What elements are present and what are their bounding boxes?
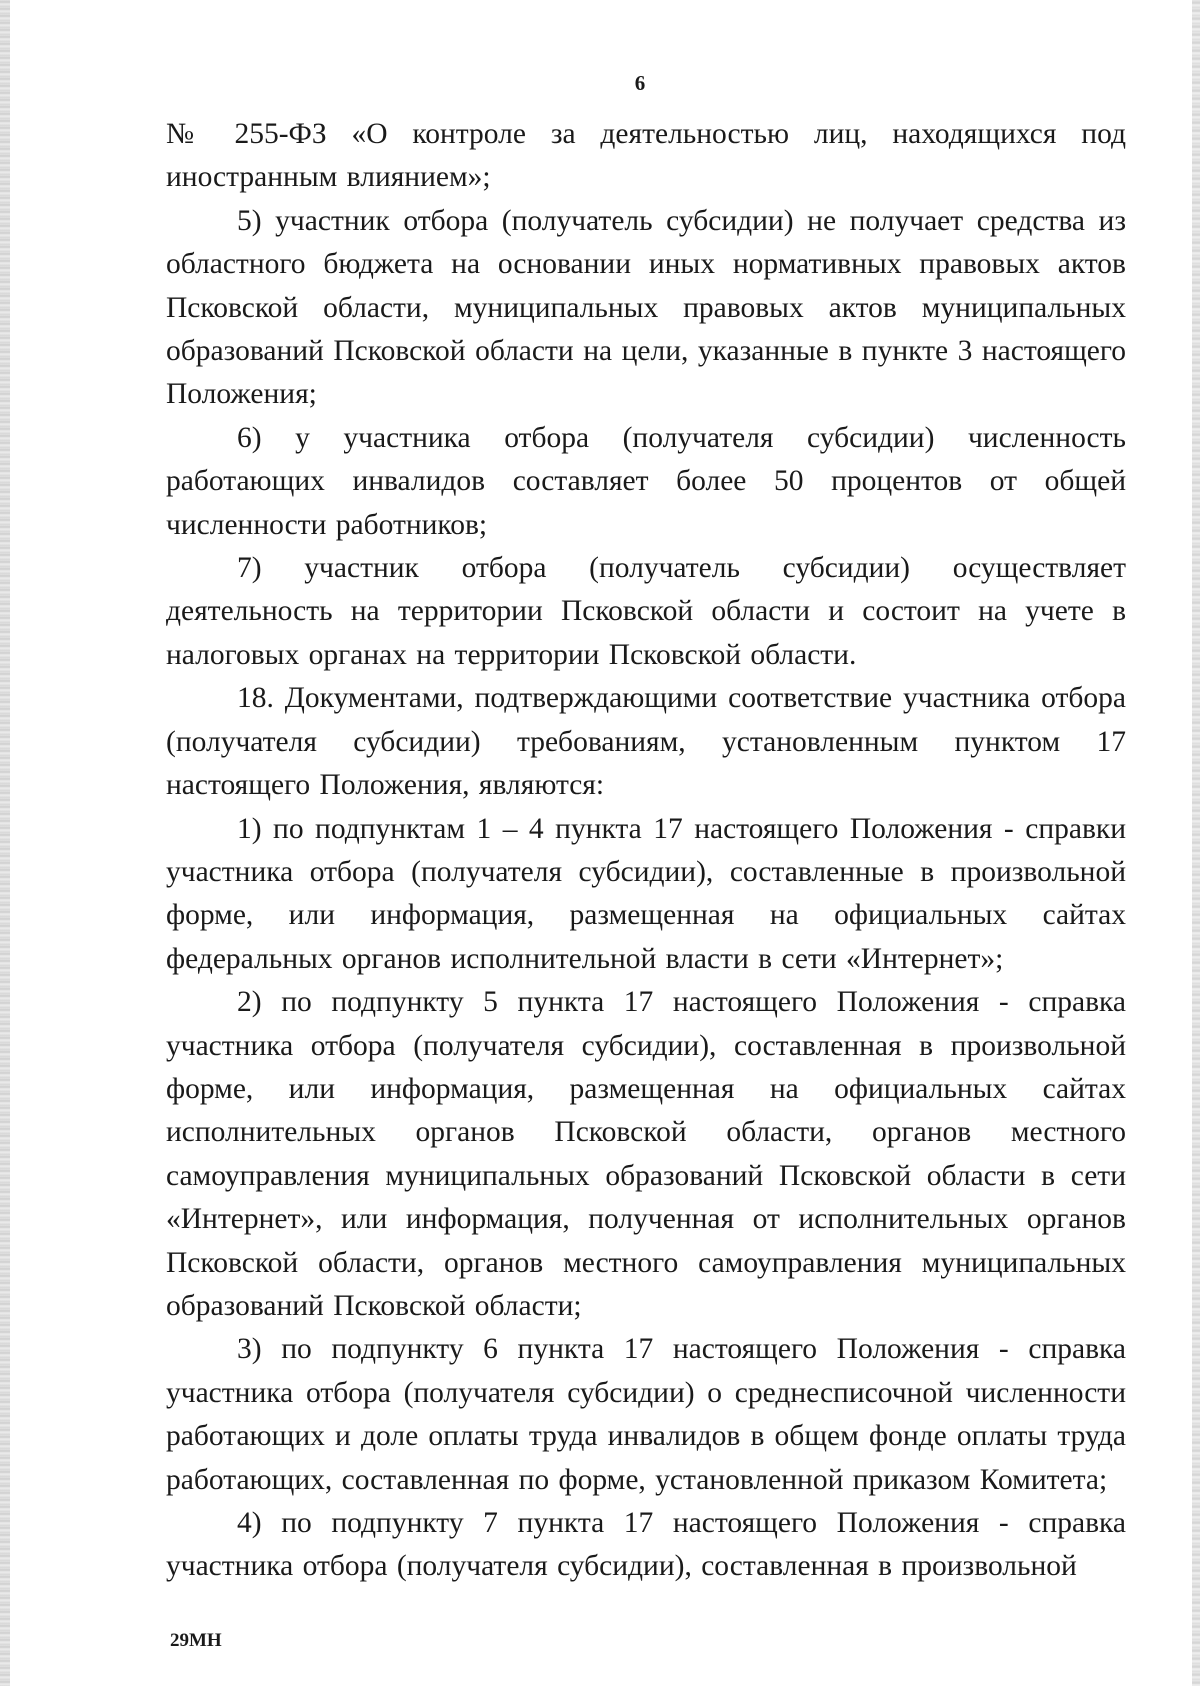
footer-document-code: 29МН — [170, 1630, 222, 1651]
paragraph-item-6: 6) у участника отбора (получателя субсидии) численность работающих инвалидов составляет более 50 процентов от общей численности работников; — [166, 421, 1126, 541]
document-body — [166, 113, 1126, 1589]
paragraph-item-7: 7) участник отбора (получатель субсидии) осуществляет деятельность на территории Псковской области и состоит на учете в налоговых органах на территории Псковской области. — [166, 552, 1126, 671]
page-number: 6 — [634, 71, 646, 95]
paragraph-section-18: 18. Документами, подтверждающими соответствие участника отбора (получателя субсидии) требованиям, установленным пунктом 17 настоящего Положения, являются: — [166, 682, 1126, 802]
paragraph-doc-item-3: 3) по подпункту 6 пункта 17 настоящего Положения - справка участника отбора (получателя субсидии) о среднесписочной численности работающих и доле оплаты труда инвалидов в общем фонде оплаты труда работающих, составленная по форме, установленной приказом Комитета; — [166, 1333, 1126, 1496]
paragraph-doc-item-2: 2) по подпункту 5 пункта 17 настоящего Положения - справка участника отбора (получателя субсидии), составленная в произвольной форме, или информация, размещенная на официальных сайтах исполнительных органов Псковской области, органов местного самоуправления муниципальных образований Псковской области в сети «Интернет», или информация, полученная от исполнительных органов Псковской области, органов местного самоуправления муниципальных образований Псковской области; — [166, 986, 1126, 1322]
paragraph-continuation: № 255-ФЗ «О контроле за деятельностью лиц, находящихся под иностранным влиянием»; — [166, 118, 1126, 194]
paragraph-doc-item-1: 1) по подпунктам 1 – 4 пункта 17 настоящего Положения - справки участника отбора (получателя субсидии), составленные в произвольной форме, или информация, размещенная на официальных сайтах федеральных органов исполнительной власти в сети «Интернет»; — [166, 812, 1126, 975]
scan-edge-right — [1192, 0, 1200, 1686]
scan-edge-left — [0, 0, 10, 1686]
paragraph-item-5: 5) участник отбора (получатель субсидии) не получает средства из областного бюджета на основании иных нормативных правовых актов Псковской области, муниципальных правовых актов муниципальных образований Псковской области на цели, указанные в пункте 3 настоящего Положения; — [166, 204, 1126, 411]
paragraph-doc-item-4: 4) по подпункту 7 пункта 17 настоящего Положения - справка участника отбора (получателя субсидии), составленная в произвольной — [166, 1507, 1126, 1583]
